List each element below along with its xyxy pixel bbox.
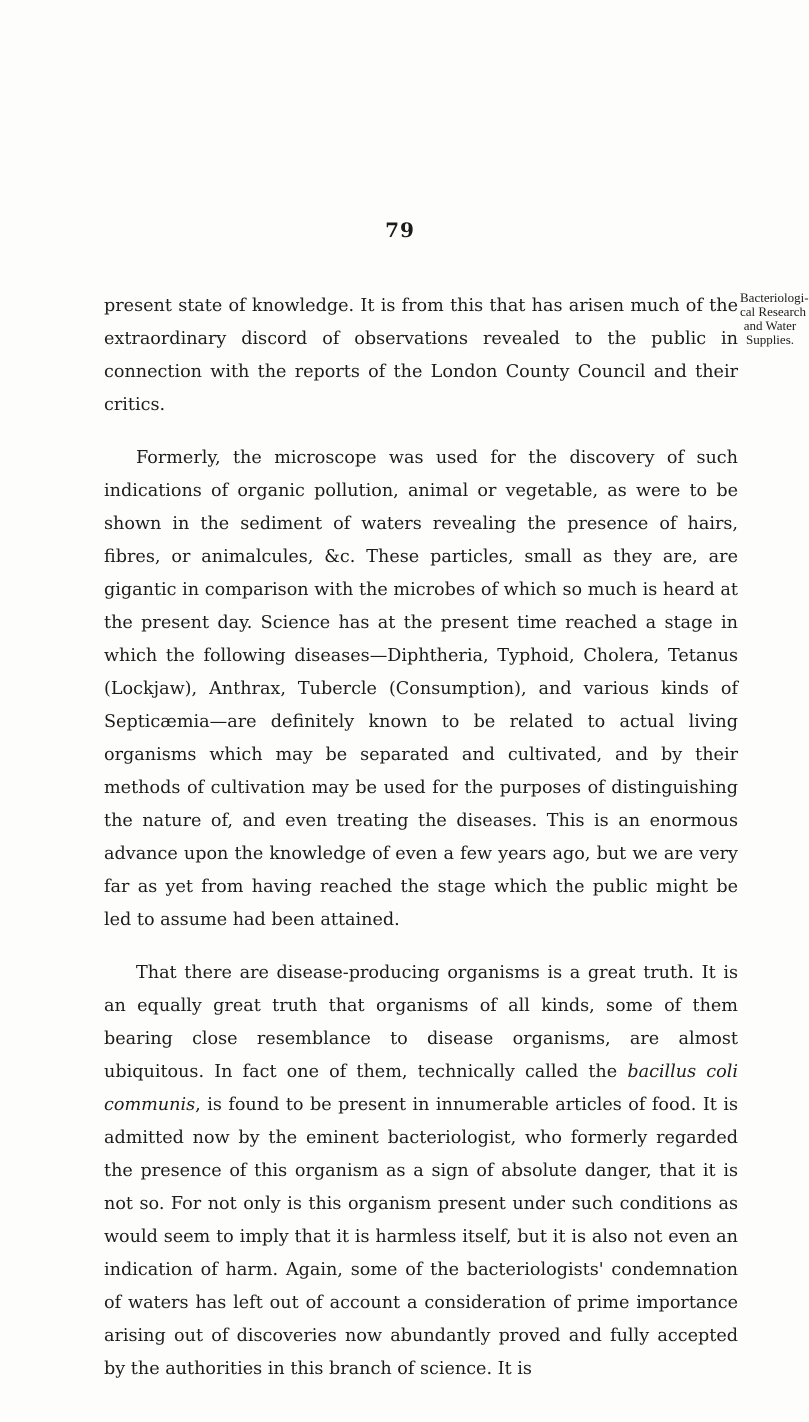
margin-note-line: Bacteriologi- [740, 290, 809, 305]
margin-note-line: Supplies. [745, 332, 795, 347]
margin-note [740, 290, 809, 347]
page-number: 79 [385, 218, 415, 242]
margin-note-line: cal Research [740, 304, 807, 319]
body-text [104, 290, 738, 1386]
paragraph-continued: present state of knowledge. It is from this that has arisen much of the extraordinary discord of observations revealed to the public in connection with the reports of the London County Council and their critics. [104, 296, 738, 415]
paragraph-text-after: , is found to be present in innumerable articles of food. It is admitted now by the eminent bacteriologist, who formerly regarded the presence of this organism as a sign of absolute danger, that it is not so. For not only is this organism present under such conditions as would seem to imply that it is harmless itself, but it is also not even an indication of harm. Again, some of the bacteriologists' condemnation of waters has left out of account a consideration of prime importance arising out of discoveries now abundantly proved and fully accepted by the authorities in this branch of science. It is [104, 1095, 738, 1379]
italic-term: bacillus coli communis [104, 1062, 738, 1115]
paragraph-text-before: That there are disease-producing organisms is a great truth. It is an equally great truth that organisms of all kinds, some of them bearing close resemblance to disease organisms, are almost ubiquitous. In fact one of them, technically called the [104, 963, 738, 1082]
paragraph-organisms [104, 957, 738, 1386]
paragraph-microscope: Formerly, the microscope was used for the discovery of such indications of organic pollution, animal or vegetable, as were to be shown in the sediment of waters revealing the presence of hairs, fibres, or animalcules, &c. These particles, small as they are, are gigantic in comparison with the microbes of which so much is heard at the present day. Science has at the present time reached a stage in which the following diseases—Diphtheria, Typhoid, Cholera, Tetanus (Lockjaw), Anthrax, Tubercle (Consumption), and various kinds of Septicæmia—are definitely known to be related to actual living organisms which may be separated and cultivated, and by their methods of cultivation may be used for the purposes of distinguishing the nature of, and even treating the diseases. This is an enormous advance upon the knowledge of even a few years ago, but we are very far as yet from having reached the stage which the public might be led to assume had been attained. [104, 448, 738, 930]
margin-note-line: and Water [743, 318, 797, 333]
